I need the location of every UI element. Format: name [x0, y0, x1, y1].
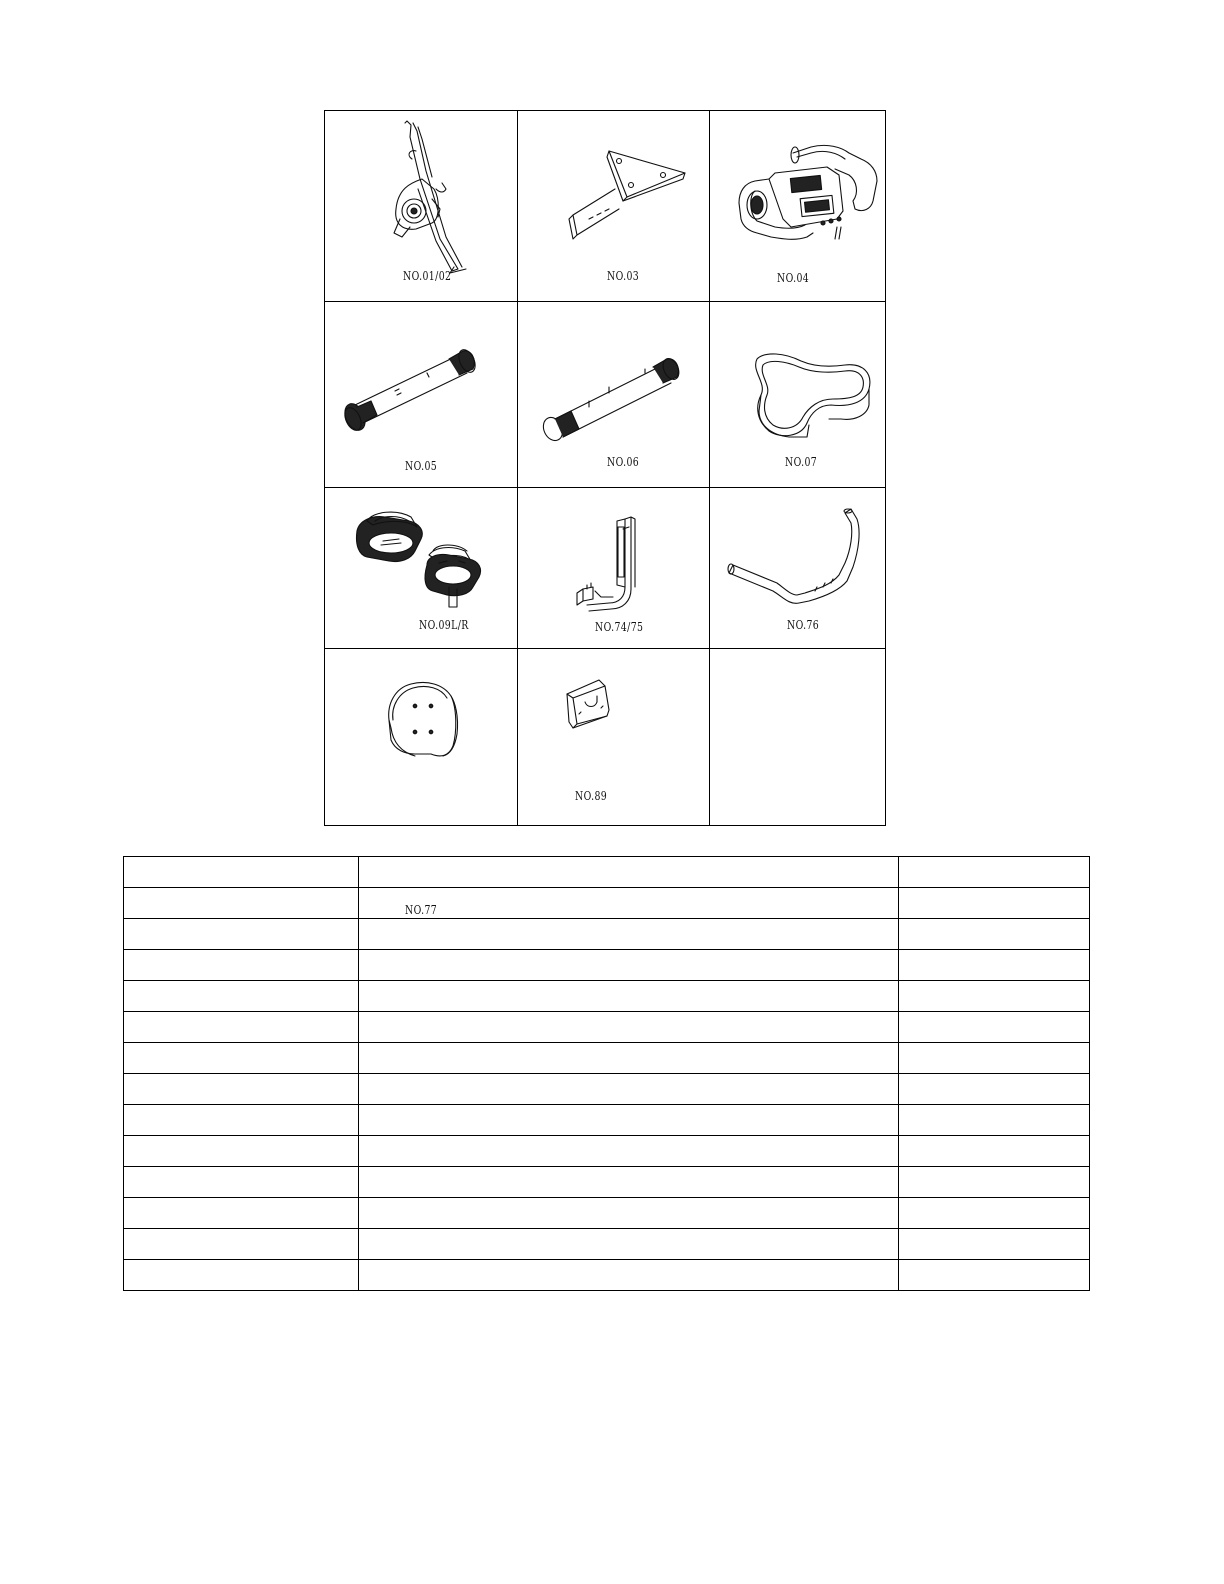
- table-row: [124, 1260, 1090, 1291]
- part-cell-74-75: [517, 487, 709, 648]
- table-cell: [899, 1074, 1090, 1105]
- table-cell: [359, 1229, 899, 1260]
- main-frame-icon: [380, 119, 480, 274]
- front-stabilizer-icon: [337, 339, 487, 439]
- table-cell: [359, 888, 899, 919]
- part-label: NO.77: [405, 903, 438, 917]
- parts-list-table: [123, 856, 1090, 1291]
- table-cell: [359, 1074, 899, 1105]
- part-label: NO.74/75: [595, 620, 644, 634]
- part-label: NO.01/02: [403, 269, 452, 283]
- table-cell: [359, 981, 899, 1012]
- part-cell-09: [325, 487, 517, 648]
- table-cell: [359, 950, 899, 981]
- pedals-icon: [353, 503, 493, 613]
- table-row: [124, 950, 1090, 981]
- part-label: NO.03: [607, 269, 640, 283]
- table-cell: [359, 1260, 899, 1291]
- table-row: [124, 1229, 1090, 1260]
- table-cell: [899, 857, 1090, 888]
- table-cell: [124, 1074, 359, 1105]
- table-cell: [124, 919, 359, 950]
- part-label: NO.89: [575, 789, 608, 803]
- seat-post-icon: [573, 513, 653, 613]
- part-cell-05: [325, 301, 517, 487]
- part-cell-01-02: [325, 111, 517, 301]
- table-cell: [899, 919, 1090, 950]
- table-row: [124, 1136, 1090, 1167]
- table-cell: [124, 1012, 359, 1043]
- table-cell: [359, 1136, 899, 1167]
- table-cell: [124, 1229, 359, 1260]
- seat-bracket-icon: [567, 149, 687, 239]
- table-cell: [124, 1136, 359, 1167]
- part-cell-03: [517, 111, 709, 301]
- backrest-pad-icon: [385, 680, 465, 760]
- handlebar-icon: [725, 505, 875, 605]
- part-cell-77: [325, 648, 517, 917]
- parts-illustration-grid: [324, 110, 886, 917]
- part-label: NO.07: [785, 455, 818, 469]
- part-cell-04: [709, 111, 887, 301]
- table-cell: [359, 1105, 899, 1136]
- table-cell: [359, 919, 899, 950]
- part-label: NO.76: [787, 618, 820, 632]
- table-cell: [124, 857, 359, 888]
- seat-icon: [745, 345, 875, 445]
- table-row: [124, 1074, 1090, 1105]
- table-cell: [899, 950, 1090, 981]
- table-row: [124, 1198, 1090, 1229]
- table-cell: [359, 1012, 899, 1043]
- table-cell: [359, 1198, 899, 1229]
- part-label: NO.09L/R: [419, 618, 469, 632]
- rear-stabilizer-icon: [539, 349, 689, 449]
- table-row: [124, 857, 1090, 888]
- table-cell: [124, 1198, 359, 1229]
- table-cell: [124, 1260, 359, 1291]
- table-row: [124, 888, 1090, 919]
- table-cell: [899, 1260, 1090, 1291]
- table-cell: [899, 1136, 1090, 1167]
- table-row: [124, 1105, 1090, 1136]
- table-row: [124, 919, 1090, 950]
- table-cell: [899, 1198, 1090, 1229]
- table-cell: [124, 1043, 359, 1074]
- table-row: [124, 1012, 1090, 1043]
- table-cell: [899, 1229, 1090, 1260]
- table-row: [124, 1043, 1090, 1074]
- table-cell: [899, 1012, 1090, 1043]
- part-cell-07: [709, 301, 887, 487]
- part-cell-89: [517, 648, 709, 827]
- table-row: [124, 981, 1090, 1012]
- cover-plate-icon: [565, 676, 625, 746]
- table-cell: [899, 981, 1090, 1012]
- part-label: NO.04: [777, 271, 810, 285]
- table-cell: [124, 1167, 359, 1198]
- table-cell: [359, 1043, 899, 1074]
- part-label: NO.06: [607, 455, 640, 469]
- table-row: [124, 1167, 1090, 1198]
- part-cell-76: [709, 487, 887, 648]
- table-cell: [124, 981, 359, 1012]
- table-cell: [359, 1167, 899, 1198]
- part-label: NO.05: [405, 459, 438, 473]
- table-cell: [124, 950, 359, 981]
- table-cell: [124, 888, 359, 919]
- table-cell: [899, 1105, 1090, 1136]
- table-cell: [124, 1105, 359, 1136]
- table-cell: [359, 857, 899, 888]
- table-cell: [899, 1043, 1090, 1074]
- handlebar-with-console-icon: [731, 141, 881, 251]
- part-cell-06: [517, 301, 709, 487]
- part-cell-empty: [709, 648, 887, 827]
- table-cell: [899, 1167, 1090, 1198]
- table-cell: [899, 888, 1090, 919]
